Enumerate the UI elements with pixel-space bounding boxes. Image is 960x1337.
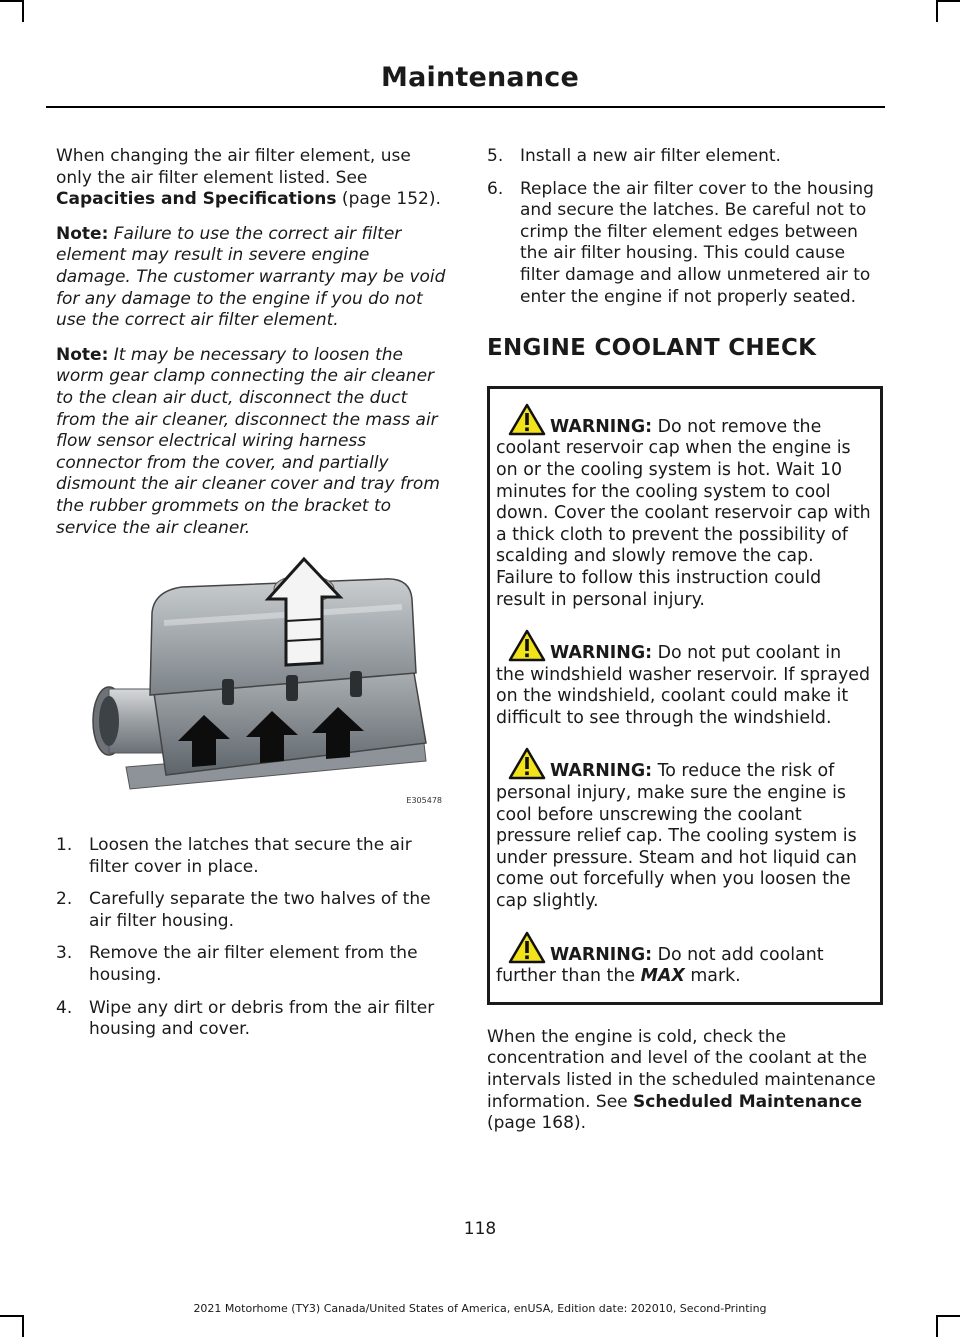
steps-list-right — [487, 146, 880, 308]
warning-triangle-icon — [508, 747, 546, 780]
page-title: Maintenance — [381, 62, 579, 93]
warning-max-mark: WARNING: Do not add coolant further than the MAX mark. — [496, 931, 874, 988]
figure-code: E305478 — [406, 796, 442, 806]
warning-triangle-icon — [508, 403, 546, 436]
warning-triangle-icon — [508, 931, 546, 964]
list-item: 1. Loosen the latches that secure the air filter cover in place. — [56, 835, 412, 877]
warning-pressure-cap: WARNING: To reduce the risk of personal injury, make sure the engine is cool before unscrewing the coolant pressure relief cap. The cooling system is under pressure. Steam and hot liquid can come out forcefully when you loosen the cap slightly. — [496, 747, 874, 912]
crop-mark — [22, 0, 24, 22]
crop-mark — [938, 1315, 960, 1317]
air-cleaner-image — [54, 553, 446, 811]
intro-paragraph: When changing the air filter element, use only the air filter element listed. See Capacities and Specifications (page 152). — [56, 146, 441, 210]
crop-mark — [0, 1315, 22, 1317]
list-item: 6. Replace the air filter cover to the housing and secure the latches. Be careful not to crimp the filter element edges between the air filter housing. This could cause filter damage and allow unmetered air to enter the engine if not properly seated. — [487, 178, 874, 307]
page-number: 118 — [463, 1219, 497, 1239]
crop-mark — [938, 0, 960, 2]
header-divider — [46, 106, 885, 108]
list-item: 4. Wipe any dirt or debris from the air filter housing and cover. — [56, 997, 435, 1040]
air-filter-housing-illustration — [54, 553, 446, 811]
list-item: 5. Install a new air filter element. — [487, 146, 781, 166]
left-column — [56, 146, 448, 1052]
warning-washer-reservoir: WARNING: Do not put coolant in the windshield washer reservoir. If sprayed on the windshield, coolant could make it difficult to see through the windshield. — [496, 629, 874, 729]
crop-mark — [22, 1315, 24, 1337]
capacities-link[interactable]: Capacities and Specifications — [56, 189, 337, 210]
list-item: 2. Carefully separate the two halves of the air filter housing. — [56, 889, 431, 931]
crop-mark — [936, 0, 938, 22]
warning-triangle-icon — [508, 629, 546, 662]
footer-text: 2021 Motorhome (TY3) Canada/United States of America, enUSA, Edition date: 202010, Second-Printing — [193, 1302, 767, 1315]
warning-hot-cap: WARNING: Do not remove the coolant reservoir cap when the engine is on or the cooling system is hot. Wait 10 minutes for the cooling system to cool down. Cover the coolant reservoir cap with a thick cloth to prevent the possibility of scalding and slowly remove the cap. Failure to follow this instruction could result in personal injury. — [496, 403, 874, 611]
crop-mark — [0, 0, 22, 2]
crop-mark — [936, 1315, 938, 1337]
list-item: 3. Remove the air filter element from the housing. — [56, 943, 418, 986]
warning-box — [487, 386, 883, 1005]
closing-paragraph: When the engine is cold, check the concentration and level of the coolant at the intervals listed in the scheduled maintenance information. See Scheduled Maintenance (page 168). — [487, 1026, 876, 1134]
steps-list-left — [56, 835, 448, 1041]
note-service-air-cleaner: Note: It may be necessary to loosen the worm gear clamp connecting the air cleaner to the clean air duct, disconnect the duct from the air cleaner, disconnect the mass air flow sensor electrical wiring harness connector from the cover, and partially dismount the air cleaner cover and tray from the rubber grommets on the bracket to service the air cleaner. — [56, 344, 440, 538]
right-column — [487, 146, 880, 1148]
note-filter-element: Note: Failure to use the correct air filter element may result in severe engine damage. The customer warranty may be void for any damage to the engine if you do not use the correct air filter element. — [56, 223, 446, 331]
section-heading: ENGINE COOLANT CHECK — [487, 335, 817, 362]
scheduled-maintenance-link[interactable]: Scheduled Maintenance — [633, 1091, 862, 1112]
